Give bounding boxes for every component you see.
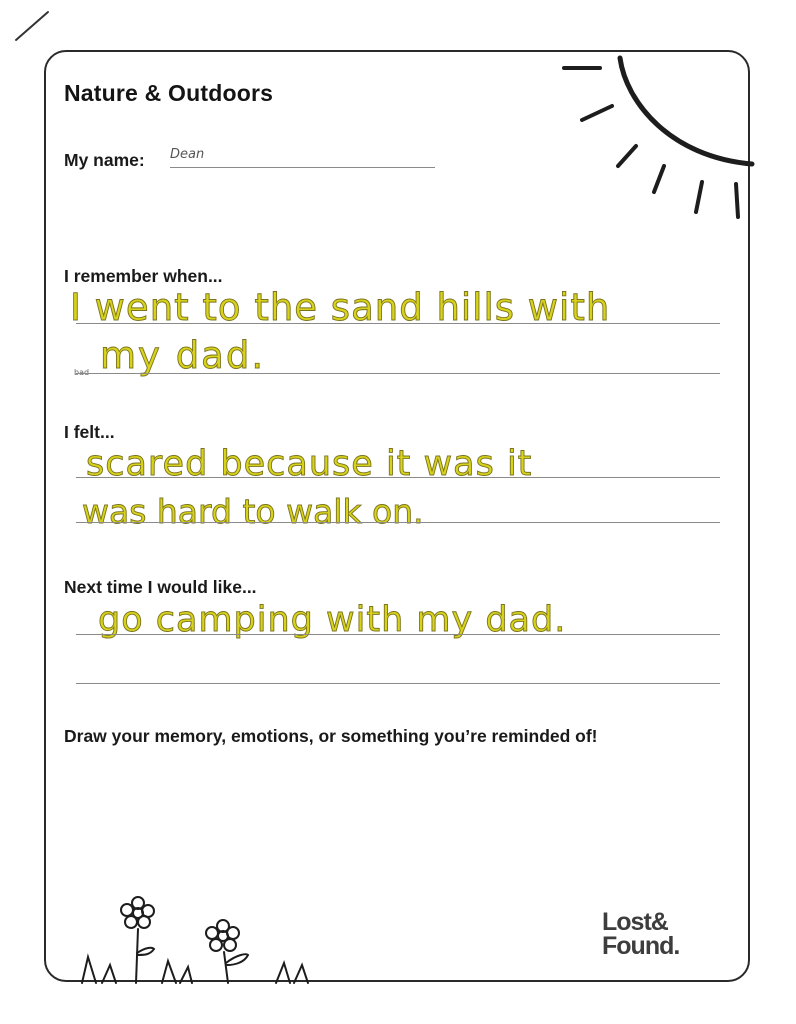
name-rule [170, 167, 435, 168]
remember-line-2[interactable]: my dad. [100, 334, 266, 377]
next-time-rule-1 [76, 634, 720, 635]
pencil-mark [12, 8, 52, 44]
felt-line-1[interactable]: scared because it was it [86, 444, 533, 484]
logo-line-2: Found. [602, 932, 680, 960]
logo-line-1: Lost& [602, 908, 668, 936]
remember-rule-1 [76, 323, 720, 324]
felt-line-2[interactable]: was hard to walk on. [82, 492, 424, 531]
flower-icon [80, 895, 330, 985]
remember-pencil-note: bad [74, 368, 90, 377]
page-title: Nature & Outdoors [64, 80, 274, 106]
sun-icon [560, 52, 760, 227]
next-time-rule-2 [76, 683, 720, 684]
remember-label: I remember when... [64, 266, 223, 286]
next-time-label: Next time I would like... [64, 577, 257, 597]
felt-label: I felt... [64, 422, 115, 442]
lost-and-found-logo [602, 910, 679, 958]
felt-rule-2 [76, 522, 720, 523]
remember-rule-2 [76, 373, 720, 374]
remember-line-1[interactable]: I went to the sand hills with [70, 286, 611, 329]
felt-rule-1 [76, 477, 720, 478]
name-value[interactable]: Dean [170, 147, 205, 162]
draw-prompt: Draw your memory, emotions, or something you’re reminded of! [64, 726, 598, 746]
next-time-line-1[interactable]: go camping with my dad. [98, 600, 567, 640]
name-label: My name: [64, 150, 145, 170]
